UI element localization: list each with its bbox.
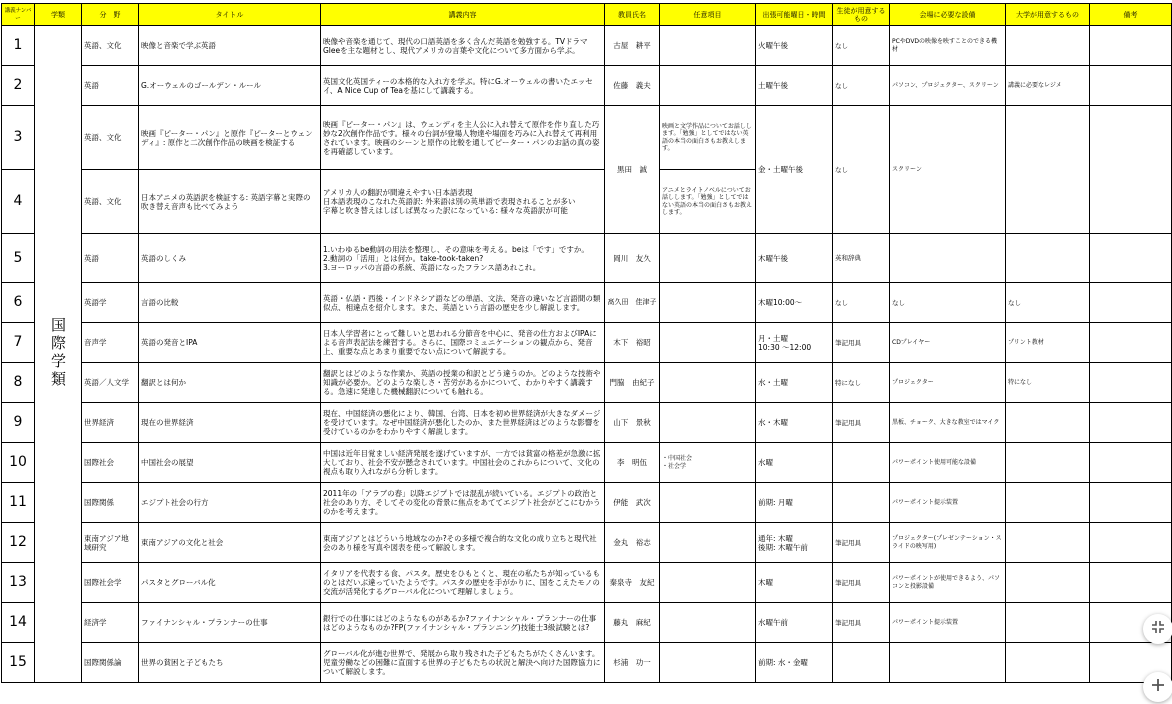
teacher-cell[interactable]: 金丸 裕志 <box>605 523 660 563</box>
teacher-cell[interactable]: 岡川 友久 <box>605 234 660 283</box>
table-row <box>2 234 1172 283</box>
student-items-cell[interactable]: 特になし <box>833 363 890 403</box>
header-teacher: 教員氏名 <box>605 4 660 26</box>
teacher-cell[interactable]: 門脇 由紀子 <box>605 363 660 403</box>
collapse-icon <box>1151 620 1165 638</box>
available-cell[interactable]: 前期: 水・金曜 <box>756 643 833 683</box>
title-cell[interactable]: エジプト社会の行方 <box>139 483 321 523</box>
optional-cell[interactable] <box>660 563 756 603</box>
available-cell[interactable]: 水曜午前 <box>756 603 833 643</box>
table-row <box>2 483 1172 523</box>
optional-cell[interactable] <box>660 26 756 66</box>
available-cell[interactable]: 水・土曜 <box>756 363 833 403</box>
plus-icon <box>1151 678 1165 696</box>
row-number[interactable]: 15 <box>2 643 35 683</box>
field-cell[interactable]: 東南アジア地域研究 <box>82 523 139 563</box>
remarks-cell[interactable] <box>1090 323 1172 363</box>
optional-cell[interactable]: 映画と文学作品についてお話しします。「勉強」としてではない英語の本当の面白さもお教えします。 <box>660 106 756 170</box>
equipment-cell[interactable]: CDプレイヤー <box>890 323 1006 363</box>
available-cell[interactable]: 木曜10:00～ <box>756 283 833 323</box>
available-cell[interactable]: 火曜午後 <box>756 26 833 66</box>
content-cell[interactable]: イタリアを代表する食、パスタ。歴史をひもとくと、現在の私たちが知っているものとはだいぶ違っていたようです。パスタの歴史を手がかりに、国をこえたモノの交流が活発化するグローバル化について理解しましょう。 <box>321 563 605 603</box>
equipment-cell[interactable]: パワーポイントが使用できるよう、パソコンと投影設備 <box>890 563 1006 603</box>
table-row <box>2 323 1172 363</box>
university-items-cell[interactable] <box>1006 563 1090 603</box>
add-button[interactable] <box>1143 672 1172 702</box>
row-number[interactable]: 5 <box>2 234 35 283</box>
remarks-cell[interactable] <box>1090 66 1172 106</box>
university-items-cell[interactable] <box>1006 106 1090 234</box>
title-cell[interactable]: 英語の発音とIPA <box>139 323 321 363</box>
row-number[interactable]: 3 <box>2 106 35 170</box>
content-cell[interactable]: 英国文化英国ティーの本格的な入れ方を学ぶ。特にG.オーウェルの書いたエッセイ、A Nice Cup of Teaを基にして講義する。 <box>321 66 605 106</box>
header-student-items: 生徒が用意するもの <box>833 4 890 26</box>
title-cell[interactable]: ファイナンシャル・プランナーの仕事 <box>139 603 321 643</box>
content-cell[interactable]: 日本人学習者にとって難しいと思われる分節音を中心に、発音の仕方およびIPAによる音声表記法を練習する。さらに、国際コミュニケーションの観点から、発音上、重要な点とあまり重要でない点について解説する。 <box>321 323 605 363</box>
university-items-cell[interactable] <box>1006 26 1090 66</box>
table-row <box>2 66 1172 106</box>
student-items-cell[interactable]: 筆記用具 <box>833 563 890 603</box>
available-cell[interactable]: 木曜午後 <box>756 234 833 283</box>
row-number[interactable]: 2 <box>2 66 35 106</box>
equipment-cell[interactable]: プロジェクター <box>890 363 1006 403</box>
optional-cell[interactable] <box>660 234 756 283</box>
table-row <box>2 443 1172 483</box>
remarks-cell[interactable] <box>1090 106 1172 234</box>
row-number[interactable]: 10 <box>2 443 35 483</box>
student-items-cell[interactable]: 筆記用具 <box>833 323 890 363</box>
equipment-cell[interactable] <box>890 643 1006 683</box>
optional-cell[interactable] <box>660 323 756 363</box>
header-optional: 任意項目 <box>660 4 756 26</box>
optional-cell[interactable] <box>660 403 756 443</box>
content-cell[interactable]: 中国は近年目覚ましい経済発展を遂げていますが、一方では貧富の格差が急激に拡大しており、社会不安が懸念されています。中国社会のこれからについて、文化の視点も取り入れながら分析します。 <box>321 443 605 483</box>
title-cell[interactable]: 翻訳とは何か <box>139 363 321 403</box>
lecture-table <box>1 3 1172 683</box>
header-available: 出張可能曜日・時間 <box>756 4 833 26</box>
header-remarks: 備考 <box>1090 4 1172 26</box>
available-cell[interactable]: 月・土曜 10:30 ～12:00 <box>756 323 833 363</box>
field-cell[interactable]: 国際社会学 <box>82 563 139 603</box>
teacher-cell[interactable]: 古屋 耕平 <box>605 26 660 66</box>
student-items-cell[interactable] <box>833 443 890 483</box>
table-row <box>2 563 1172 603</box>
header-row <box>2 4 1172 26</box>
teacher-cell[interactable]: 李 明伍 <box>605 443 660 483</box>
table-row <box>2 403 1172 443</box>
title-cell[interactable]: 英語のしくみ <box>139 234 321 283</box>
header-university-items: 大学が用意するもの <box>1006 4 1090 26</box>
remarks-cell[interactable] <box>1090 443 1172 483</box>
optional-cell[interactable]: ・中国社会 ・社会学 <box>660 443 756 483</box>
student-items-cell[interactable]: 筆記用具 <box>833 403 890 443</box>
equipment-cell[interactable]: プロジェクター(プレゼンテーション・スライドの映写用) <box>890 523 1006 563</box>
remarks-cell[interactable] <box>1090 363 1172 403</box>
university-items-cell[interactable] <box>1006 603 1090 643</box>
optional-cell[interactable] <box>660 283 756 323</box>
title-cell[interactable]: 言語の比較 <box>139 283 321 323</box>
category-label: 国際学類 <box>49 317 67 389</box>
field-cell[interactable]: 国際社会 <box>82 443 139 483</box>
optional-cell[interactable] <box>660 66 756 106</box>
title-cell[interactable]: 東南アジアの文化と社会 <box>139 523 321 563</box>
remarks-cell[interactable] <box>1090 283 1172 323</box>
header-equipment: 会場に必要な設備 <box>890 4 1006 26</box>
remarks-cell[interactable] <box>1090 483 1172 523</box>
content-cell[interactable]: 映画『ピーター・パン』は、ウェンディを主人公に入れ替えて原作を作り直した巧妙な2次創作作品です。様々の台詞が登場人物達や場面を巧みに入れ替えて再利用されています。映画のシーンと原作の比較を通してピーター・パンのお話の真の姿を再確認しています。 <box>321 106 605 170</box>
teacher-cell[interactable]: 杉浦 功一 <box>605 643 660 683</box>
university-items-cell[interactable]: プリント教材 <box>1006 323 1090 363</box>
content-cell[interactable]: 1.いわゆるbe動詞の用法を整理し、その意味を考える。beは「です」ですか。 2.動詞の「活用」とは何か。take-took-taken? 3.ヨーロッパの言語の系統、英語になったフランス語あれこれ。 <box>321 234 605 283</box>
university-items-cell[interactable] <box>1006 523 1090 563</box>
table-row <box>2 643 1172 683</box>
field-cell[interactable]: 英語 <box>82 234 139 283</box>
header-category: 学類 <box>35 4 82 26</box>
field-cell[interactable]: 国際関係論 <box>82 643 139 683</box>
university-items-cell[interactable]: 特になし <box>1006 363 1090 403</box>
equipment-cell[interactable]: パワーポイント提示装置 <box>890 483 1006 523</box>
content-cell[interactable]: 東南アジアとはどういう地域なのか?その多様で複合的な文化の成り立ちと現代社会のあり様を写真や図表を使って解説します。 <box>321 523 605 563</box>
table-row <box>2 283 1172 323</box>
content-cell[interactable]: 翻訳とはどのような作業か、英語の授業の和訳とどう違うのか。どのような技術や知識が必要か。どのような楽しさ・苦労があるかについて、わかりやすく講義する。急速に発達した機械翻訳についても触れる。 <box>321 363 605 403</box>
header-number: 講義ナンバー <box>2 4 35 26</box>
field-cell[interactable]: 国際関係 <box>82 483 139 523</box>
title-cell[interactable]: 中国社会の展望 <box>139 443 321 483</box>
equipment-cell[interactable]: パワーポイント使用可能な設備 <box>890 443 1006 483</box>
equipment-cell[interactable]: パソコン、プロジェクター、スクリーン <box>890 66 1006 106</box>
field-cell[interactable]: 音声学 <box>82 323 139 363</box>
table-row <box>2 106 1172 170</box>
row-number[interactable]: 8 <box>2 363 35 403</box>
row-number[interactable]: 9 <box>2 403 35 443</box>
student-items-cell[interactable] <box>833 483 890 523</box>
teacher-cell[interactable]: 秦泉寺 友紀 <box>605 563 660 603</box>
student-items-cell[interactable]: 筆記用具 <box>833 523 890 563</box>
row-number[interactable]: 11 <box>2 483 35 523</box>
title-cell[interactable]: 映像と音楽で学ぶ英語 <box>139 26 321 66</box>
available-cell[interactable]: 木曜 <box>756 563 833 603</box>
field-cell[interactable]: 英語 <box>82 66 139 106</box>
available-cell[interactable]: 水曜 <box>756 443 833 483</box>
title-cell[interactable]: 日本アニメの英語訳を検証する: 英語字幕と実際の吹き替え音声も比べてみよう <box>139 170 321 234</box>
field-cell[interactable]: 英語、文化 <box>82 170 139 234</box>
content-cell[interactable]: アメリカ人の翻訳が間違えやすい日本語表現 日本語表現のこなれた英語訳: 外来語は別の英単語で表現されることが多い 字幕と吹き替えはしばしば異なった訳になっている: 様々な英語訳が可能 <box>321 170 605 234</box>
university-items-cell[interactable] <box>1006 443 1090 483</box>
title-cell[interactable]: 現在の世界経済 <box>139 403 321 443</box>
category-cell[interactable] <box>35 26 82 683</box>
student-items-cell[interactable]: なし <box>833 283 890 323</box>
available-cell[interactable]: 水・木曜 <box>756 403 833 443</box>
teacher-cell[interactable]: 山下 景秋 <box>605 403 660 443</box>
row-number[interactable]: 12 <box>2 523 35 563</box>
available-cell[interactable]: 金・土曜午後 <box>756 106 833 234</box>
remarks-cell[interactable] <box>1090 403 1172 443</box>
university-items-cell[interactable] <box>1006 643 1090 683</box>
row-number[interactable]: 13 <box>2 563 35 603</box>
table-row <box>2 26 1172 66</box>
student-items-cell[interactable]: なし <box>833 26 890 66</box>
remarks-cell[interactable] <box>1090 563 1172 603</box>
optional-cell[interactable]: アニメとライトノベルについてお話しします。「勉強」としてではない英語の本当の面白さもお教えします。 <box>660 170 756 234</box>
table-row <box>2 363 1172 403</box>
available-cell[interactable]: 土曜午後 <box>756 66 833 106</box>
row-number[interactable]: 1 <box>2 26 35 66</box>
row-number[interactable]: 6 <box>2 283 35 323</box>
header-field: 分 野 <box>82 4 139 26</box>
content-cell[interactable]: グローバル化が進む世界で、発展から取り残された子どもたちがたくさんいます。児童労働などの困難に直面する世界の子どもたちの状況と解決へ向けた国際協力について解説します。 <box>321 643 605 683</box>
student-items-cell[interactable]: なし <box>833 66 890 106</box>
equipment-cell[interactable] <box>890 234 1006 283</box>
optional-cell[interactable] <box>660 483 756 523</box>
field-cell[interactable]: 英語、文化 <box>82 26 139 66</box>
teacher-cell[interactable]: 髙久田 佳津子 <box>605 283 660 323</box>
field-cell[interactable]: 英語／人文学 <box>82 363 139 403</box>
teacher-cell[interactable]: 黒田 誠 <box>605 106 660 234</box>
student-items-cell[interactable]: なし <box>833 106 890 234</box>
university-items-cell[interactable]: 講義に必要なレジメ <box>1006 66 1090 106</box>
content-cell[interactable]: 現在、中国経済の悪化により、韓国、台湾、日本を初め世界経済が大きなダメージを受けています。なぜ中国経済が悪化したのか、また世界経済はどのような影響を受けているのかをわかりやすく解説します。 <box>321 403 605 443</box>
student-items-cell[interactable] <box>833 643 890 683</box>
student-items-cell[interactable]: 英和辞典 <box>833 234 890 283</box>
header-title: タイトル <box>139 4 321 26</box>
equipment-cell[interactable]: 黒板、チョーク、大きな教室ではマイク <box>890 403 1006 443</box>
university-items-cell[interactable]: なし <box>1006 283 1090 323</box>
university-items-cell[interactable] <box>1006 403 1090 443</box>
field-cell[interactable]: 経済学 <box>82 603 139 643</box>
row-number[interactable]: 4 <box>2 170 35 234</box>
row-number[interactable]: 14 <box>2 603 35 643</box>
optional-cell[interactable] <box>660 523 756 563</box>
remarks-cell[interactable] <box>1090 234 1172 283</box>
title-cell[interactable]: パスタとグローバル化 <box>139 563 321 603</box>
collapse-button[interactable] <box>1143 614 1172 644</box>
content-cell[interactable]: 2011年の「アラブの春」以降エジプトでは混乱が続いている。エジプトの政治と社会のあり方、そしてその変化の背景に焦点をあててエジプト社会がどこにむかうのかを考えます。 <box>321 483 605 523</box>
equipment-cell[interactable]: スクリーン <box>890 106 1006 234</box>
content-cell[interactable]: 英語・仏語・西後・インドネシア語などの単語、文法、発音の違いなど言語間の類似点、相違点を紹介します。また、英語という言語の歴史を少し解説します。 <box>321 283 605 323</box>
remarks-cell[interactable] <box>1090 26 1172 66</box>
available-cell[interactable]: 通年: 木曜 後期: 木曜午前 <box>756 523 833 563</box>
title-cell[interactable]: 映画『ピーター・パン』と原作『ピーターとウェンディ』: 原作と二次創作作品の映画を検証する <box>139 106 321 170</box>
teacher-cell[interactable]: 伊能 武次 <box>605 483 660 523</box>
table-row <box>2 523 1172 563</box>
university-items-cell[interactable] <box>1006 234 1090 283</box>
row-number[interactable]: 7 <box>2 323 35 363</box>
equipment-cell[interactable]: パワーポイント提示装置 <box>890 603 1006 643</box>
equipment-cell[interactable]: なし <box>890 283 1006 323</box>
content-cell[interactable]: 銀行での仕事にはどのようなものがあるか?ファイナンシャル・プランナーの仕事はどのようなものか?FP(ファイナンシャル・プランニング)技能士3級試験とは? <box>321 603 605 643</box>
table-row <box>2 603 1172 643</box>
available-cell[interactable]: 前期: 月曜 <box>756 483 833 523</box>
teacher-cell[interactable]: 木下 裕昭 <box>605 323 660 363</box>
student-items-cell[interactable]: 筆記用具 <box>833 603 890 643</box>
content-cell[interactable]: 映像や音楽を通じて、現代の口語英語を多く含んだ英語を勉強する。TVドラマGleeを主な題材とし、現代アメリカの言葉や文化について多方面から学ぶ。 <box>321 26 605 66</box>
university-items-cell[interactable] <box>1006 483 1090 523</box>
teacher-cell[interactable]: 佐藤 義夫 <box>605 66 660 106</box>
header-content: 講義内容 <box>321 4 605 26</box>
title-cell[interactable]: G.オーウェルのゴールデン・ルール <box>139 66 321 106</box>
field-cell[interactable]: 英語学 <box>82 283 139 323</box>
teacher-cell[interactable]: 藤丸 麻紀 <box>605 603 660 643</box>
title-cell[interactable]: 世界の貧困と子どもたち <box>139 643 321 683</box>
optional-cell[interactable] <box>660 603 756 643</box>
field-cell[interactable]: 世界経済 <box>82 403 139 443</box>
remarks-cell[interactable] <box>1090 523 1172 563</box>
equipment-cell[interactable]: PCやDVDの映像を映すことのできる機材 <box>890 26 1006 66</box>
field-cell[interactable]: 英語、文化 <box>82 106 139 170</box>
optional-cell[interactable] <box>660 643 756 683</box>
optional-cell[interactable] <box>660 363 756 403</box>
